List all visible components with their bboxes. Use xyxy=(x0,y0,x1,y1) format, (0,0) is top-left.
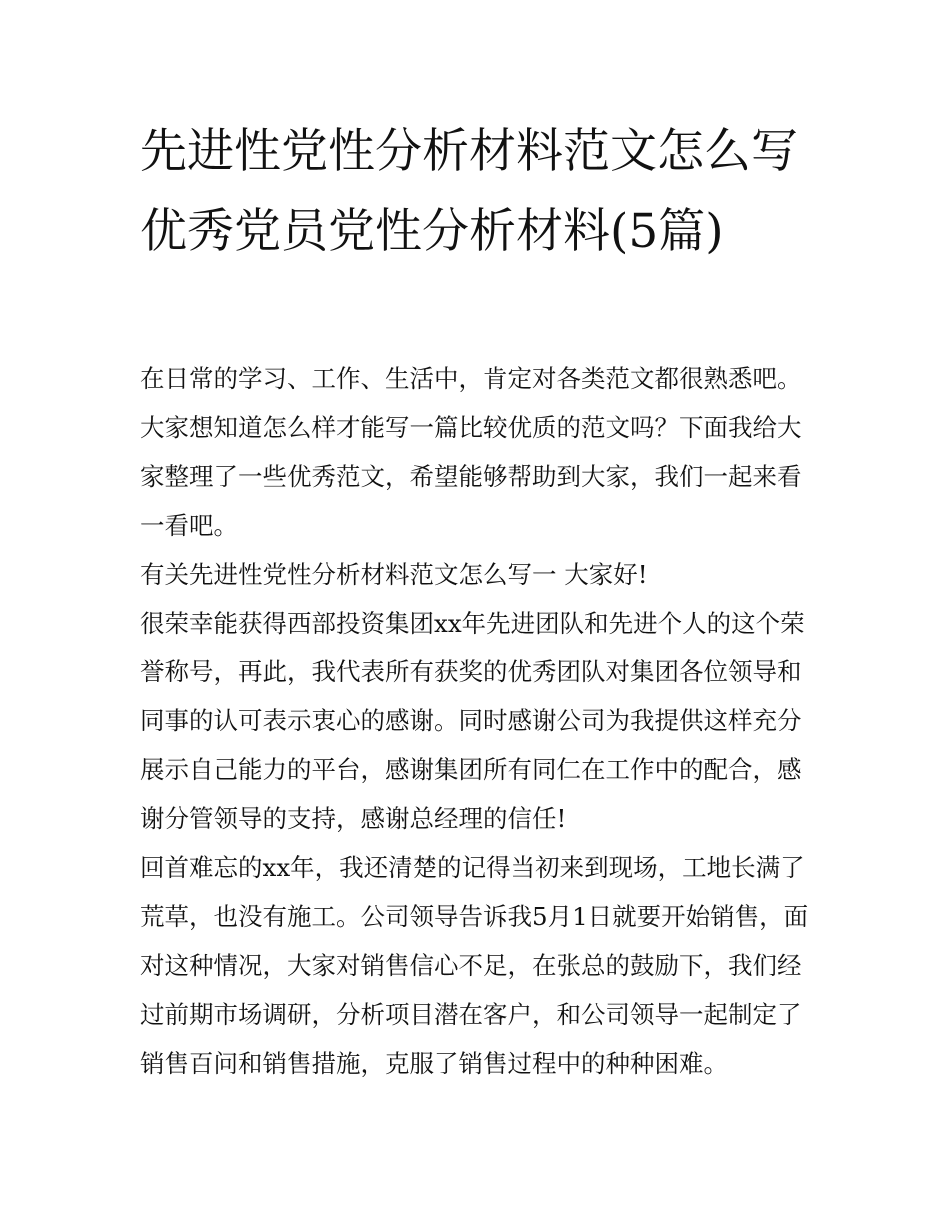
acknowledgement-paragraph: 很荣幸能获得西部投资集团xx年先进团队和先进个人的这个荣誉称号，再此，我代表所有获奖的优秀团队对集团各位领导和同事的认可表示衷心的感谢。同时感谢公司为我提供这样充分展示自己能力的平台，感谢集团所有同仁在工作中的配合，感谢分管领导的支持，感谢总经理的信任! xyxy=(140,608,805,834)
intro-paragraph: 在日常的学习、工作、生活中，肯定对各类范文都很熟悉吧。大家想知道怎么样才能写一篇比较优质的范文吗？下面我给大家整理了一些优秀范文，希望能够帮助到大家，我们一起来看一看吧。 xyxy=(140,364,802,540)
document-body xyxy=(140,355,820,1089)
review-paragraph: 回首难忘的xx年，我还清楚的记得当初来到现场，工地长满了荒草，也没有施工。公司领导告诉我5月1日就要开始销售，面对这种情况，大家对销售信心不足，在张总的鼓励下，我们经过前期市场调研，分析项目潜在客户，和公司领导一起制定了销售百问和销售措施，克服了销售过程中的种种困难。 xyxy=(140,853,809,1078)
section-heading-paragraph: 有关先进性党性分析材料范文怎么写一 大家好! xyxy=(140,559,648,589)
document-title: 先进性党性分析材料范文怎么写 优秀党员党性分析材料(5篇) xyxy=(140,124,798,259)
